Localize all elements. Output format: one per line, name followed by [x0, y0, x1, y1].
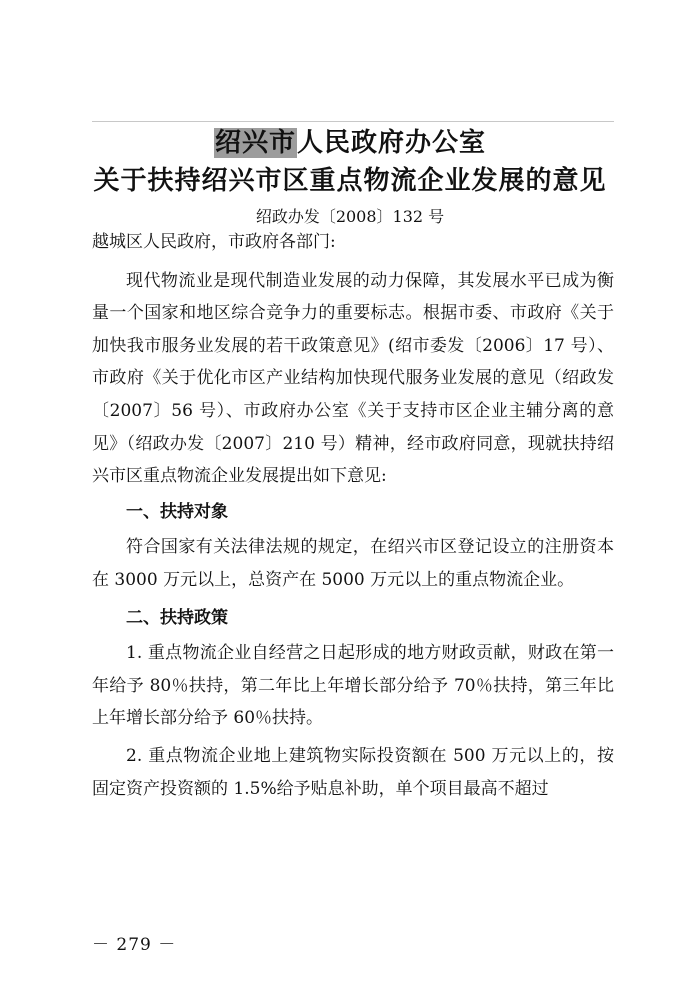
document-number: 绍政办发〔2008〕132 号 — [255, 207, 445, 226]
policy-item-2: 2. 重点物流企业地上建筑物实际投资额在 500 万元以上的，按固定资产投资额的 1.5%给予贴息补助，单个项目最高不超过 — [92, 745, 614, 799]
title-highlighted-text: 绍兴市 — [214, 128, 296, 158]
document-title-line2: 关于扶持绍兴市区重点物流企业发展的意见 — [93, 166, 607, 196]
document-body — [92, 226, 614, 805]
policy-item-1: 1. 重点物流企业自经营之日起形成的地方财政贡献，财政在第一年给予 80％扶持，第二年比上年增长部分给予 70％扶持，第三年比上年增长部分给予 60％扶持。 — [92, 643, 614, 729]
page-number: － 279 － — [92, 935, 177, 955]
title-text: 人民政府办公室 — [297, 128, 487, 158]
document-title-line1 — [0, 125, 700, 161]
section-target-paragraph: 符合国家有关法律法规的规定，在绍兴市区登记设立的注册资本在 3000 万元以上，总资产在 5000 万元以上的重点物流企业。 — [92, 537, 614, 590]
section-heading-policy: 二、扶持政策 — [126, 607, 228, 628]
header-rule — [92, 121, 614, 122]
salutation: 越城区人民政府，市政府各部门: — [92, 232, 336, 252]
intro-paragraph: 现代物流业是现代制造业发展的动力保障，其发展水平已成为衡量一个国家和地区综合竞争力的重要标志。根据市委、市政府《关于加快我市服务业发展的若干政策意见》(绍市委发〔2006〕17 号）、市政府《关于优化市区产业结构加快现代服务业发展的意见（绍政发〔2007〕56 号）、市政府办公室《关于支持市区企业主辅分离的意见》（绍政办发〔2007〕210 号）精神，经市政府同意，现就扶持绍兴市区重点物流企业发展提出如下意见: — [92, 270, 614, 487]
document-header — [0, 125, 700, 231]
section-heading-target: 一、扶持对象 — [126, 501, 228, 522]
